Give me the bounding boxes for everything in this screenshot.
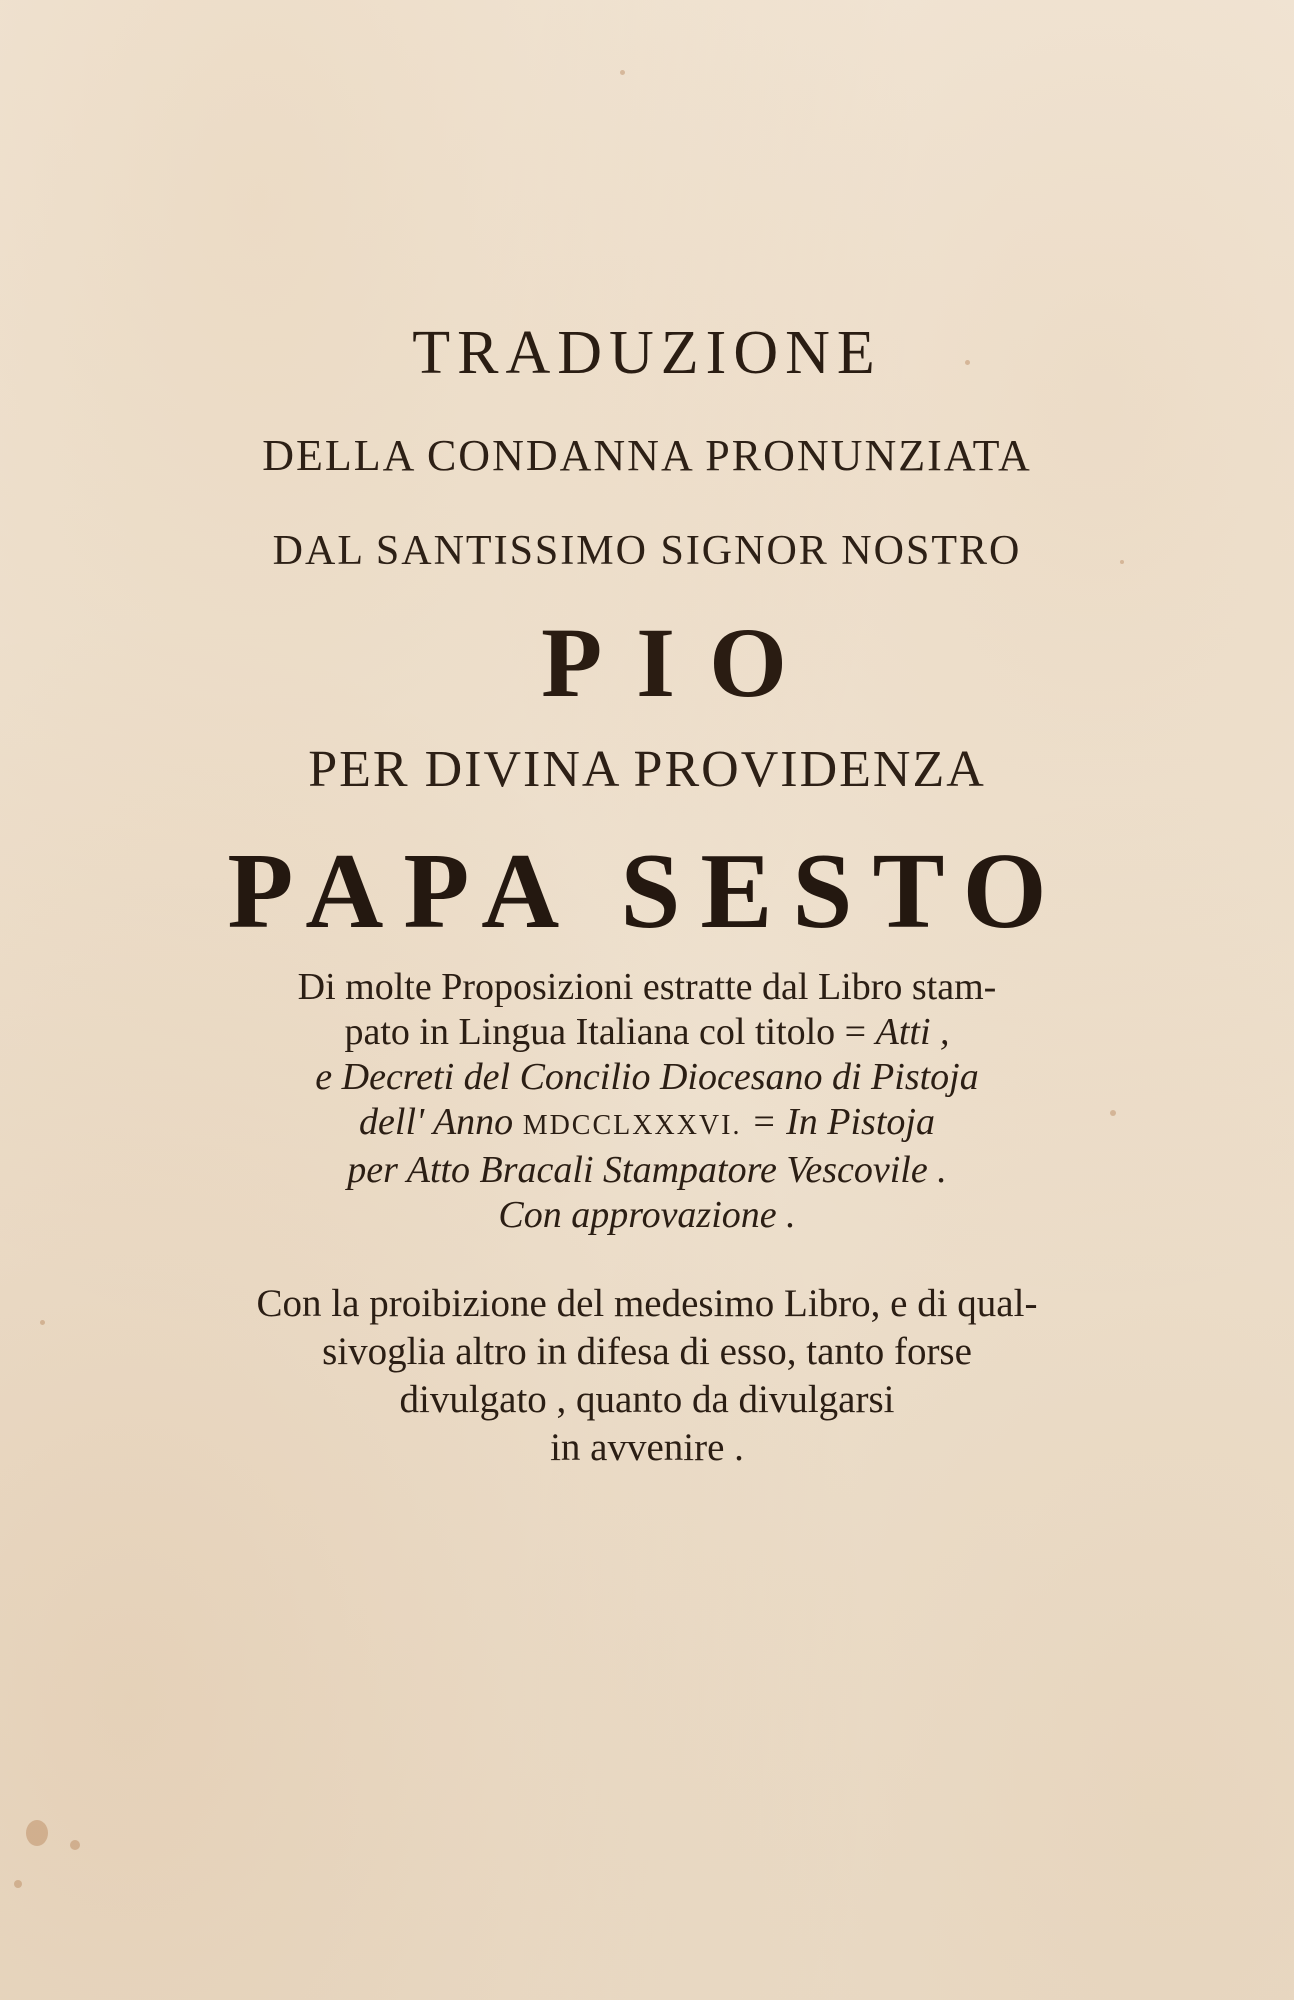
description-line: per Atto Bracali Stampatore Vescovile . [347,1149,947,1191]
title-line-santissimo: DAL SANTISSIMO SIGNOR NOSTRO [272,528,1022,574]
description-line: Di molte Proposizioni estratte dal Libro stam- [297,966,997,1008]
pope-name: PIO [541,607,821,718]
description-line: Con approvazione . [498,1194,796,1236]
prohibition-line: Con la proibizione del medesimo Libro, e di qual- [256,1282,1038,1325]
description-line [0,1100,1294,1148]
description-line-italic: = In Pistoja [741,1101,935,1143]
foxing-spot [620,70,625,75]
description-paragraph [0,965,1294,1238]
description-line-italic: Atti , [875,1011,950,1053]
prohibition-line: sivoglia altro in difesa di esso, tanto forse [322,1330,972,1373]
foxing-spot [26,1820,48,1846]
description-year: MDCCLXXXVI. [522,1110,742,1141]
description-line-roman: pato in Lingua Italiana col titolo = [344,1011,876,1053]
main-title: TRADUZIONE [412,319,882,387]
prohibition-paragraph [0,1280,1294,1472]
description-line [0,1010,1294,1055]
description-line: e Decreti del Concilio Diocesano di Pistoja [315,1056,979,1098]
foxing-spot [14,1880,22,1888]
title-line-providenza: PER DIVINA PROVIDENZA [308,741,986,798]
prohibition-line: divulgato , quanto da divulgarsi [399,1378,895,1421]
pope-office: PAPA SESTO [227,832,1067,951]
title-line-condanna: DELLA CONDANNA PRONUNZIATA [262,431,1032,480]
description-line-italic: dell' Anno [359,1101,523,1143]
prohibition-line: in avvenire . [550,1426,744,1469]
foxing-spot [70,1840,80,1850]
